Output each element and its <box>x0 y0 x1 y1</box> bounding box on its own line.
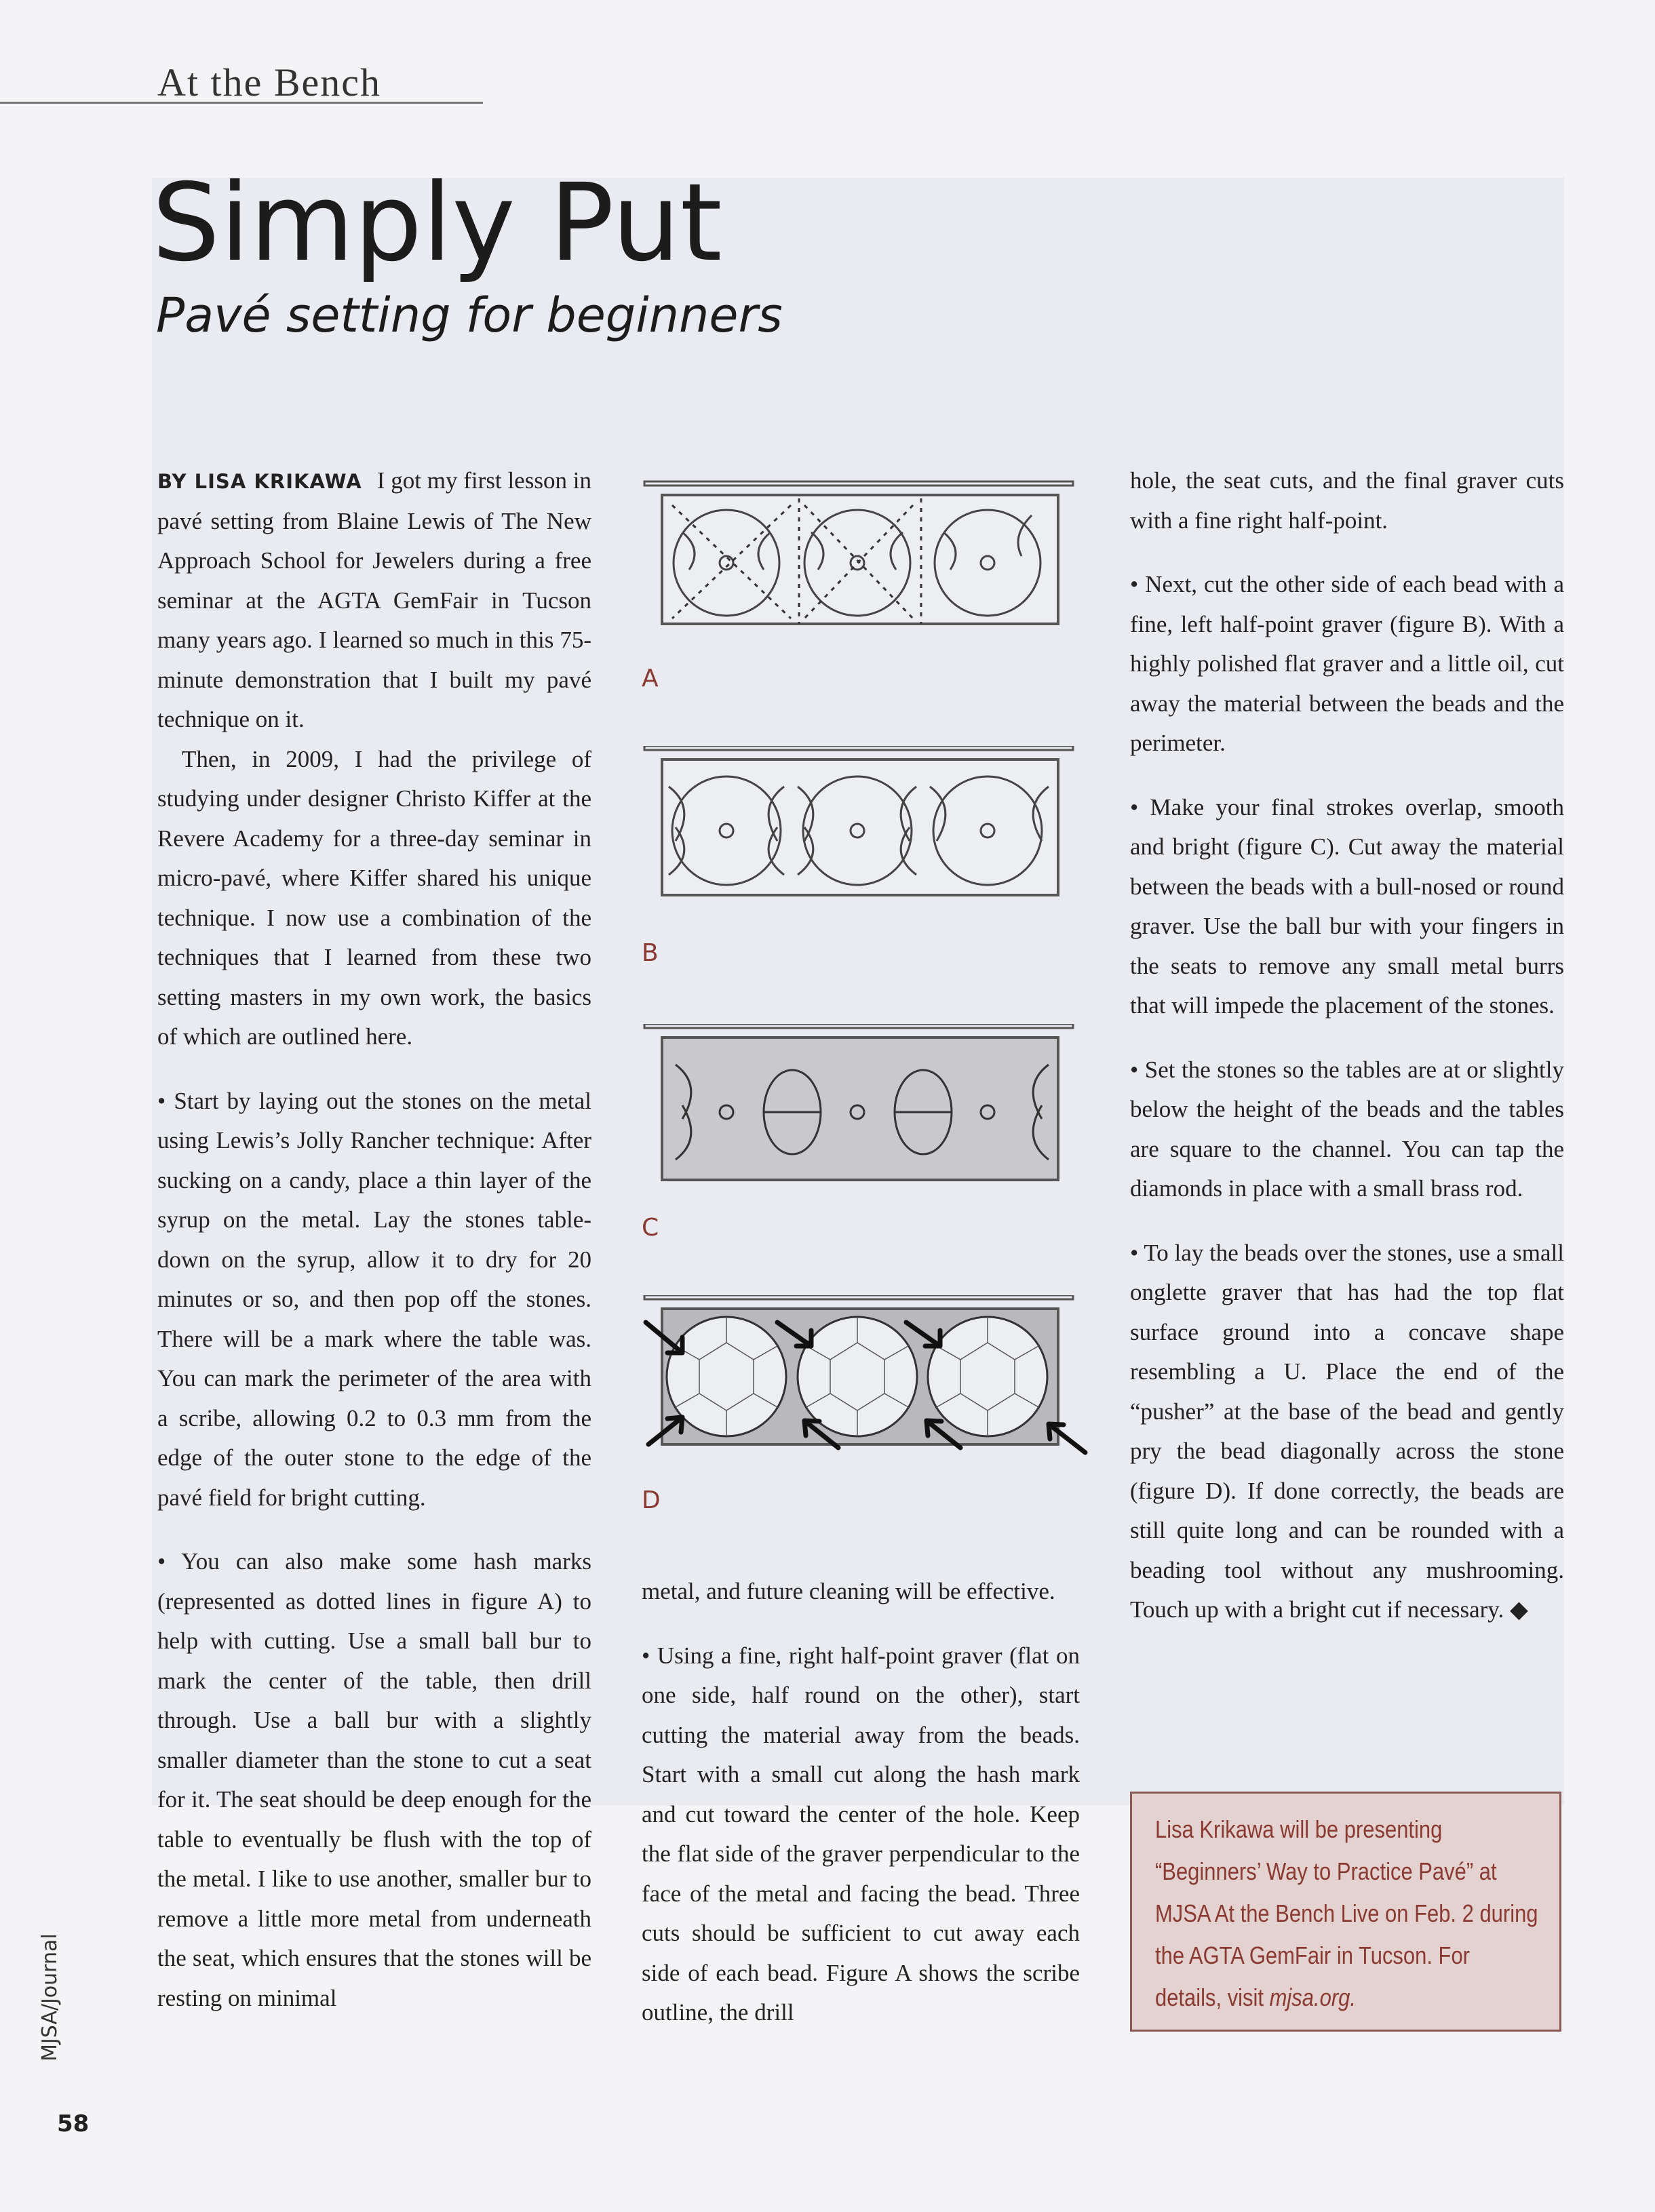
event-sidebar <box>1130 1792 1561 2032</box>
text-column-1 <box>157 461 591 2018</box>
paragraph: • You can also make some hash marks (represented as dotted lines in figure A) to help with cutting. Use a small ball bur to mark the center of the table, then drill through. Use a ball bur with a slightly smaller diameter than the stone to cut a seat for it. The seat should be deep enough for the table to eventually be flush with the top of the metal. I like to use another, smaller bur to remove a little more metal from underneath the seat, which ensures that the stones will be resting on minimal <box>157 1548 591 2011</box>
figure-c-drawing <box>642 1024 1076 1200</box>
paragraph: • Next, cut the other side of each bead with a fine, left half-point graver (figure B). With a highly polished flat graver and a little oil, cut away the material between the beads and the perimeter. <box>1130 571 1564 756</box>
page-number: 58 <box>57 2110 90 2137</box>
paragraph: • Using a fine, right half-point graver (flat on one side, half round on the other), start cutting the material away from the beads. Start with a small cut along the hash mark and cut toward the center of the hole. Keep the flat side of the graver perpendicular to the face of the metal and facing the bead. Three cuts should be sufficient to cut away each side of each bead. Figure A shows the scribe outline, the drill <box>642 1642 1080 2026</box>
paragraph: Then, in 2009, I had the privilege of studying under designer Christo Kiffer at the Revere Academy for a three-day seminar in micro-pavé, where Kiffer shared his unique technique. I now use a combination of the techniques that I learned from these two setting masters in my own work, the basics of which are outlined here. <box>157 745 591 1050</box>
sidebar-body: Lisa Krikawa will be presenting “Beginners’ Way to Practice Pavé” at MJSA At the Bench Live on Feb. 2 during the AGTA GemFair in Tucson. For details, visit <box>1155 1815 1538 2011</box>
paragraph: metal, and future cleaning will be effective. <box>642 1578 1055 1604</box>
journal-name: MJSA/Journal <box>38 1933 62 2061</box>
figure-a <box>642 468 1076 644</box>
article-title: Simply Put <box>152 161 722 285</box>
figure-a-label: A <box>642 665 659 692</box>
paragraph-text: I got my first lesson in pavé setting from Blaine Lewis of The New Approach School for Jewelers during a free seminar at the AGTA GemFair in Tucson many years ago. I learned so much in this 75-minute demonstration that I built my pavé technique on it. <box>157 467 591 732</box>
figure-d <box>642 1295 1076 1472</box>
paragraph: • Make your final strokes overlap, smooth and bright (figure C). Cut away the material between the beads with a bull-nosed or round graver. Use the ball bur with your fingers in the seats to remove any small metal burrs that will impede the placement of the stones. <box>1130 793 1564 1019</box>
figure-b-label: B <box>642 939 659 967</box>
section-header: At the Bench <box>157 60 382 104</box>
figure-b-drawing <box>642 746 1076 922</box>
figure-d-drawing <box>642 1295 1089 1472</box>
paragraph: • To lay the beads over the stones, use a small onglette graver that has had the top flat surface ground into a concave shape resembling a U. Place the end of the “pusher” at the base of the bead and gently pry the bead diagonally across the stone (figure D). If done correctly, the beads are still quite long and can be rounded with a beading tool without any mushrooming. Touch up with a bright cut if necessary. ◆ <box>1130 1239 1564 1623</box>
figure-b <box>642 746 1076 922</box>
figure-a-drawing <box>642 468 1076 644</box>
paragraph: hole, the seat cuts, and the final graver cuts with a fine right half-point. <box>1130 467 1564 534</box>
paragraph: • Set the stones so the tables are at or slightly below the height of the beads and the tables are square to the channel. You can tap the diamonds in place with a small brass rod. <box>1130 1056 1564 1202</box>
sidebar-link[interactable]: mjsa.org. <box>1269 1983 1356 2011</box>
byline: BY LISA KRIKAWA <box>157 470 362 493</box>
figure-c <box>642 1024 1076 1200</box>
sidebar-text <box>1155 1809 1540 2019</box>
text-column-2 <box>642 1572 1080 2033</box>
paragraph: • Start by laying out the stones on the metal using Lewis’s Jolly Rancher technique: After sucking on a candy, place a thin layer of the syrup on the metal. Lay the stones table-down on the syrup, allow it to dry for 20 minutes or so, and then pop off the stones. There will be a mark where the table was. You can mark the perimeter of the area with a scribe, allowing 0.2 to 0.3 mm from the edge of the outer stone to the edge of the pavé field for bright cutting. <box>157 1087 591 1511</box>
article-subtitle: Pavé setting for beginners <box>156 288 783 343</box>
figure-d-label: D <box>642 1486 661 1514</box>
text-column-3 <box>1130 461 1564 1630</box>
paragraph <box>157 461 591 740</box>
figure-c-label: C <box>642 1214 659 1242</box>
